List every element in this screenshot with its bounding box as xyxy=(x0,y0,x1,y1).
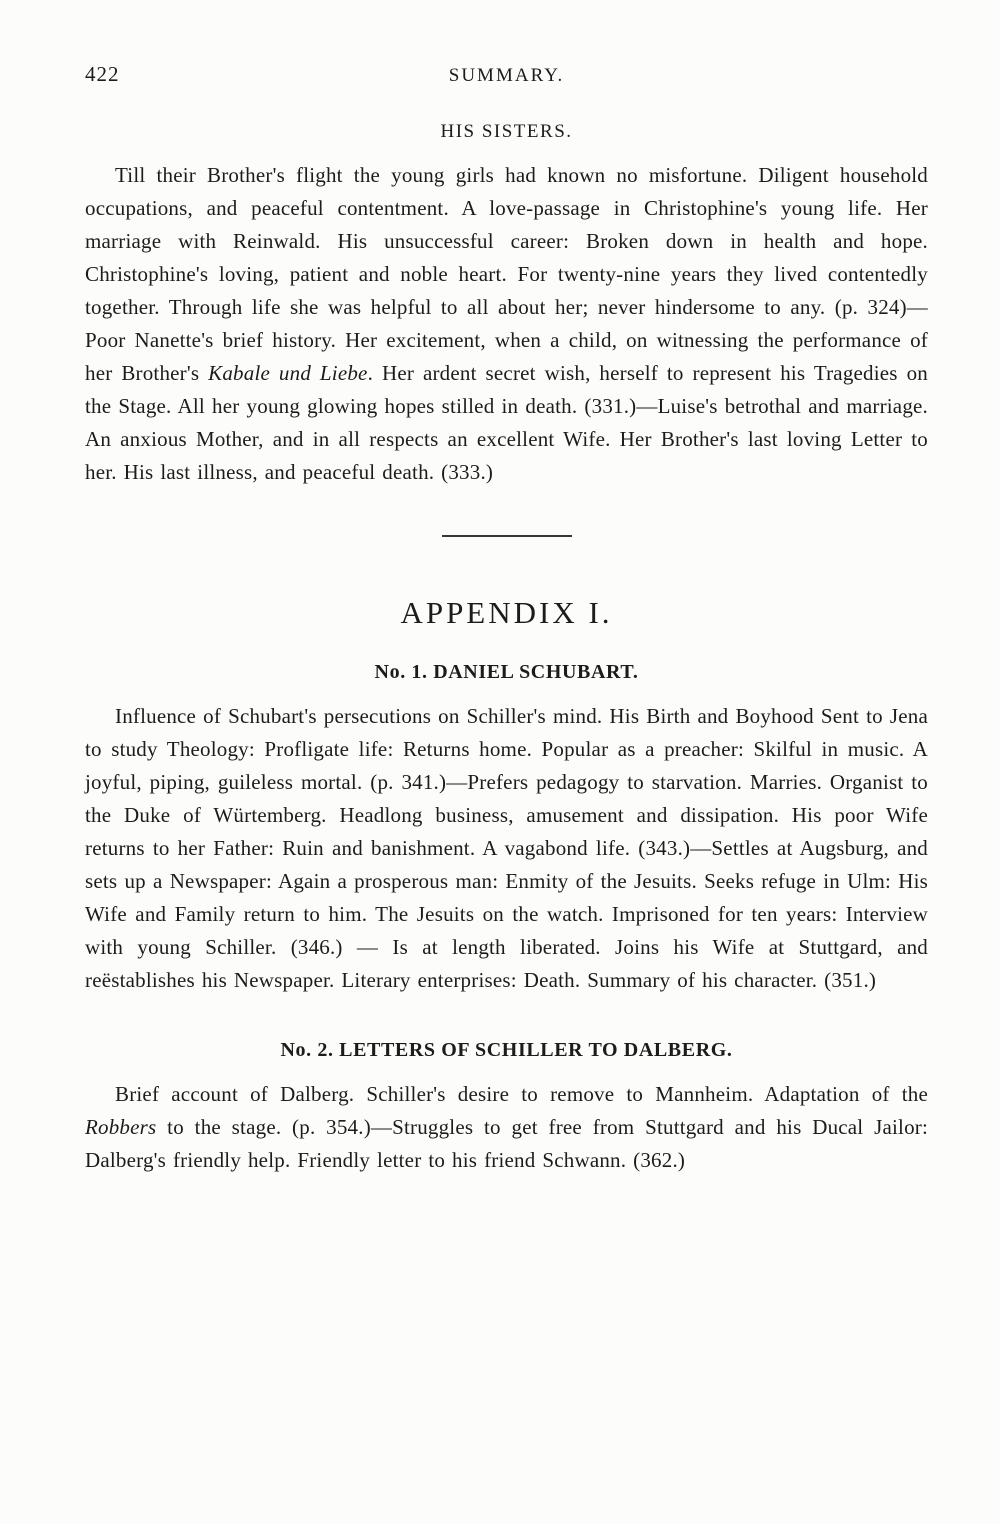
appendix-no2-paragraph: Brief account of Dalberg. Schiller's desire to remove to Mannheim. Adaptation of the Robbers to the stage. (p. 354.)—Struggles to get free from Stuttgard and his Ducal Jailor: Dalberg's friendly help. Friendly letter to his friend Schwann. (362.) xyxy=(85,1082,928,1172)
appendix-title: APPENDIX I. xyxy=(400,595,613,630)
appendix-no1-heading: No. 1. DANIEL SCHUBART. xyxy=(374,661,639,683)
appendix-no2-heading: No. 2. LETTERS OF SCHILLER TO DALBERG. xyxy=(280,1039,733,1061)
section-heading-his-sisters: HIS SISTERS. xyxy=(440,121,573,142)
his-sisters-paragraph: Till their Brother's flight the young girls had known no misfortune. Diligent household occupations, and peaceful contentment. A love-passage in Christophine's young life. Her marriage with Reinwald. His unsuccessful career: Broken down in health and hope. Christophine's loving, patient and noble heart. For twenty-nine years they lived contentedly together. Through life she was helpful to all about her; never hindersome to any. (p. 324)—Poor Nanette's brief history. Her excitement, when a child, on witnessing the performance of her Brother's Kabale und Liebe. Her ardent secret wish, herself to represent his Tragedies on the Stage. All her young glowing hopes stilled in death. (331.)—Luise's betrothal and marriage. An anxious Mother, and in all respects an excellent Wife. Her Brother's last loving Letter to her. His last illness, and peaceful death. (333.) xyxy=(85,163,928,484)
section-divider xyxy=(442,535,572,537)
running-title: SUMMARY. xyxy=(448,65,565,86)
page-number: 422 xyxy=(85,62,120,86)
running-header xyxy=(85,62,928,87)
appendix-no1-paragraph: Influence of Schubart's persecutions on Schiller's mind. His Birth and Boyhood Sent to Jena to study Theology: Profligate life: Returns home. Popular as a preacher: Skilful in music. A joyful, piping, guileless mortal. (p. 341.)—Prefers pedagogy to starvation. Marries. Organist to the Duke of Würtemberg. Headlong business, amusement and dissipation. His poor Wife returns to her Father: Ruin and banishment. A vagabond life. (343.)—Settles at Augsburg, and sets up a Newspaper: Again a prosperous man: Enmity of the Jesuits. Seeks refuge in Ulm: His Wife and Family return to him. The Jesuits on the watch. Imprisoned for ten years: Interview with young Schiller. (346.) — Is at length liberated. Joins his Wife at Stuttgard, and reëstablishes his Newspaper. Literary enterprises: Death. Summary of his character. (351.) xyxy=(85,704,928,992)
